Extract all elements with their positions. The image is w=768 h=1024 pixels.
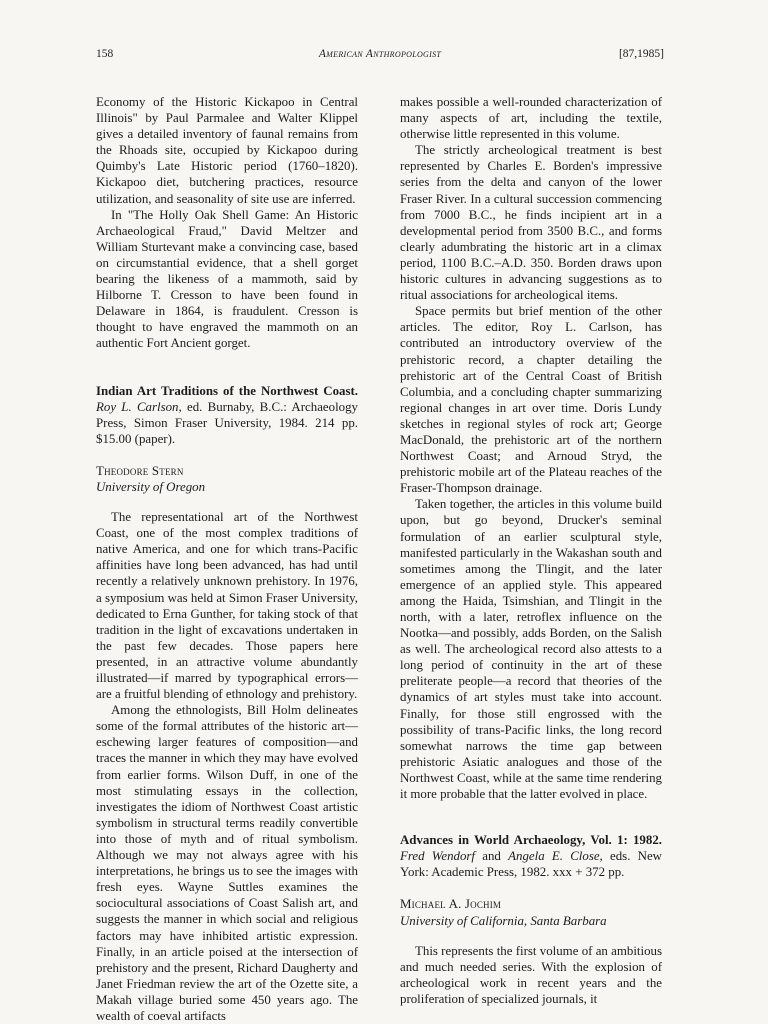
paragraph: makes possible a well-rounded characterization of many aspects of art, including the textile, otherwise little represented in this volume. xyxy=(400,95,662,142)
paragraph: Taken together, the articles in this volume build upon, but go beyond, Drucker's seminal formulation of an earlier sculptural style, manifested particularly in the Wakashan south and sometimes among the Tlingit, and the later emergence of an applied style. This appeared among the Haida, Tsimshian, and Tlingit in the north, with a later, retroflex influence on the Nootka—and possibly, adds Borden, on the Salish as well. The archeological record also attests to a long period of continuity in the art of these preliterate people—a record that theories of the dynamics of art styles must take into account. Finally, for those still engrossed with the possibility of trans-Pacific links, the long record somewhat narrows the time gap between prehistoric Asiatic analogues and those of the Northwest Coast, while at the same time rendering it more probable that the latter evolved in place. xyxy=(400,497,662,802)
review-editor: Roy L. Carlson, xyxy=(96,399,182,414)
paragraph: In "The Holly Oak Shell Game: An Historic Archaeological Fraud," David Meltzer and William Sturtevant make a convincing case, based on circumstantial evidence, that a shell gorget bearing the likeness of a mammoth, said by Hilborne T. Cresson to have been found in Delaware in 1864, is fraudulent. Cresson is thought to have engraved the mammoth on an authentic Fort Ancient gorget. xyxy=(96,207,358,351)
reviewer-affiliation: University of Oregon xyxy=(96,479,206,494)
review-publication: eds. New York: Academic Press, 1982. xxx + 372 pp. xyxy=(400,849,662,880)
paragraph: Space permits but brief mention of the other articles. The editor, Roy L. Carlson, has contributed an introductory overview of the prehistoric record, a chapter detailing the prehistoric art of the Central Coast of British Columbia, and a concluding chapter summarizing regional changes in art over time. Doris Lundy sketches in regional styles of rock art; George MacDonald, the prehistoric art of the northern Northwest Coast; and Arnoud Stryd, the prehistoric mobile art of the Plateau reaches of the Fraser-Thompson drainage. xyxy=(400,304,662,496)
page-number: 158 xyxy=(96,48,114,60)
issue-label: [87,1985] xyxy=(618,48,664,60)
review-editor: Fred Wendorf xyxy=(400,849,476,864)
right-column xyxy=(400,94,662,1006)
review-editor: Angela E. Close, xyxy=(508,849,603,864)
paragraph: Economy of the Historic Kickapoo in Central Illinois" by Paul Parmalee and Walter Klippel gives a detailed inventory of faunal remains from the Rhoads site, occupied by Kickapoo during Quimby's Late Historic period (1760–1820). Kickapoo diet, butchering practices, resource utilization, and seasonality of site use are inferred. xyxy=(96,95,358,206)
paragraph: The representational art of the Northwest Coast, one of the most complex traditions of native America, and one for which trans-Pacific affinities have long been advanced, has had until recently a relatively unknown prehistory. In 1976, a symposium was held at Simon Fraser University, dedicated to Erna Gunther, for taking stock of that tradition in the light of excavations undertaken in the past few decades. Those papers here presented, in an attractive volume abundantly illustrated—if marred by typographical errors—are a fruitful blending of ethnology and prehistory. xyxy=(96,510,358,702)
reviewer-affiliation: University of California, Santa Barbara xyxy=(400,913,607,928)
reviewer-name: Michael A. Jochim xyxy=(400,897,502,912)
review-conjunction: and xyxy=(482,849,501,864)
running-head xyxy=(96,46,664,62)
paragraph: This represents the first volume of an ambitious and much needed series. With the explosion of archeological work in recent years and the proliferation of specialized journals, it xyxy=(400,943,662,1006)
left-column xyxy=(96,94,358,1023)
paragraph: Among the ethnologists, Bill Holm delineates some of the formal attributes of the historic art—eschewing larger features of composition—and traces the manner in which they may have evolved from earlier forms. Wilson Duff, in one of the most stimulating essays in the collection, investigates the idiom of Northwest Coast artistic symbolism in structural terms readily convertible into those of myth and of ritual symbolism. Although we may not always agree with his interpretations, he brings us to see the images with fresh eyes. Wayne Suttles examines the sociocultural associations of Coast Salish art, and suggests the manner in which social and religious factors may have inhibited artistic expression. Finally, in an article poised at the intersection of prehistory and the present, Richard Daugherty and Janet Friedman review the art of the Ozette site, a Makah village buried some 450 years ago. The wealth of coeval artifacts xyxy=(96,703,358,1023)
review-publication: ed. Burnaby, B.C.: Archaeology Press, Simon Fraser University, 1984. 214 pp. $15.00 (paper). xyxy=(96,399,358,446)
journal-title: American Anthropologist xyxy=(318,48,442,60)
review-citation xyxy=(96,383,358,447)
review-book-title: Advances in World Archaeology, Vol. 1: 1982. xyxy=(400,833,662,848)
paragraph: The strictly archeological treatment is best represented by Charles E. Borden's impressive series from the delta and canyon of the lower Fraser River. In a cultural succession commencing from 7000 B.C., he finds incipient art in a developmental period from 3500 B.C., and forms clearly adumbrating the historic art in a climax period, 1100 B.C.–A.D. 350. Borden draws upon historic cultures in advancing suggestions as to ritual associations for archeological items. xyxy=(400,143,662,303)
reviewer-name: Theodore Stern xyxy=(96,463,184,478)
review-citation xyxy=(400,832,662,880)
review-book-title: Indian Art Traditions of the Northwest Coast. xyxy=(96,383,358,398)
